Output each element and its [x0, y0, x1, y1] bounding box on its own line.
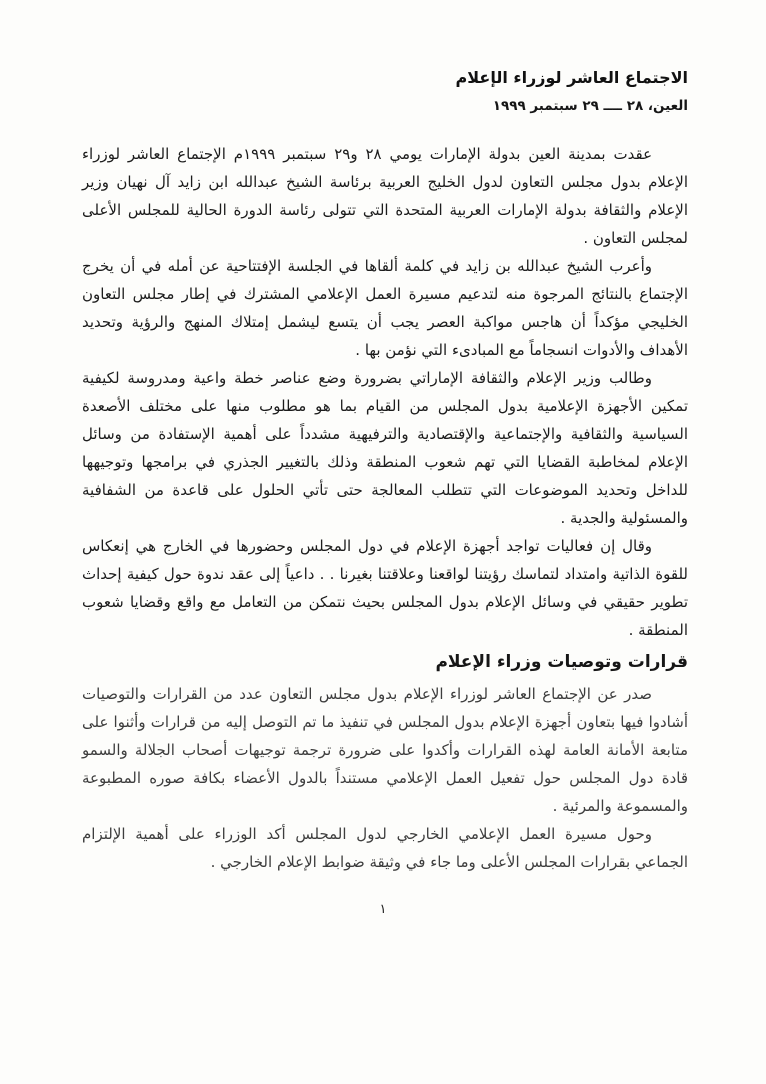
document-header [82, 68, 688, 114]
paragraph: وطالب وزير الإعلام والثقافة الإماراتي بضرورة وضع عناصر خطة واعية ومدروسة لكيفية تمكين الأجهزة الإعلامية بدول المجلس من القيام بما هو مطلوب منها على مختلف الأصعدة السياسية والثقافية والإجتماعية والإقتصادية والترفيهية مشدداً على أهمية الإستفادة من وسائل الإعلام لمخاطبة القضايا التي تهم شعوب المنطقة وذلك بالتغيير الجذري في برامجها وتوجيهها للداخل وتحديد الموضوعات التي تتطلب المعالجة حتى تأتي الحلول على قاعدة من الشفافية والمسئولية والجدية . [82, 369, 688, 527]
paragraph: صدر عن الإجتماع العاشر لوزراء الإعلام بدول مجلس التعاون عدد من القرارات والتوصيات أشادوا فيها بتعاون أجهزة الإعلام بدول المجلس في تنفيذ ما تم التوصل إليه من قرارات وأثنوا على متابعة الأمانة العامة لهذه القرارات وأكدوا على ضرورة ترجمة توجيهات أصحاب الجلالة والسمو قادة دول المجلس حول تفعيل العمل الإعلامي مستنداً بالدول الأعضاء بكافة صوره المطبوعة والمسموعة والمرئية . [82, 685, 688, 815]
paragraph: وقال إن فعاليات تواجد أجهزة الإعلام في دول المجلس وحضورها في الخارج هي إنعكاس للقوة الذاتية وامتداد لتماسك رؤيتنا لواقعنا وعلاقتنا بغيرنا . . داعياً إلى عقد ندوة حول كيفية إحداث تطوير حقيقي في وسائل الإعلام بدول المجلس بحيث نتمكن من التعامل مع واقع وقضايا شعوب المنطقة . [82, 537, 688, 639]
document-body [82, 140, 688, 876]
section-heading: قرارات وتوصيات وزراء الإعلام [435, 652, 688, 672]
paragraph: وأعرب الشيخ عبدالله بن زايد في كلمة ألقاها في الجلسة الإفتتاحية عن أمله في أن يخرج الإجتماع بالنتائج المرجوة منه لتدعيم مسيرة العمل الإعلامي المشترك في إطار مجلس التعاون الخليجي مؤكداً أن هاجس مواكبة العصر يجب أن يتسع ليشمل إمتلاك المنهج والرؤية وتحديد الأهداف والأدوات انسجاماً مع المبادىء التي نؤمن بها . [82, 257, 688, 359]
document-content [82, 68, 688, 876]
paragraph: وحول مسيرة العمل الإعلامي الخارجي لدول المجلس أكد الوزراء على أهمية الإلتزام الجماعي بقرارات المجلس الأعلى وما جاء في وثيقة ضوابط الإعلام الخارجي . [82, 825, 688, 871]
document-title: الاجتماع العاشر لوزراء الإعلام [455, 68, 688, 87]
page-number: ١ [379, 902, 387, 917]
paragraph: عقدت بمدينة العين بدولة الإمارات يومي ٢٨ و٢٩ سبتمبر ١٩٩٩م الإجتماع العاشر لوزراء الإعلام بدول مجلس التعاون لدول الخليج العربية برئاسة الشيخ عبدالله ابن زايد آل نهيان وزير الإعلام والثقافة بدولة الإمارات العربية المتحدة التي تتولى رئاسة الدورة الحالية للمجلس الأعلى لمجلس التعاون . [82, 145, 688, 247]
document-date-line: العين، ٢٨ ــــ ٢٩ سبتمبر ١٩٩٩ [492, 98, 688, 114]
